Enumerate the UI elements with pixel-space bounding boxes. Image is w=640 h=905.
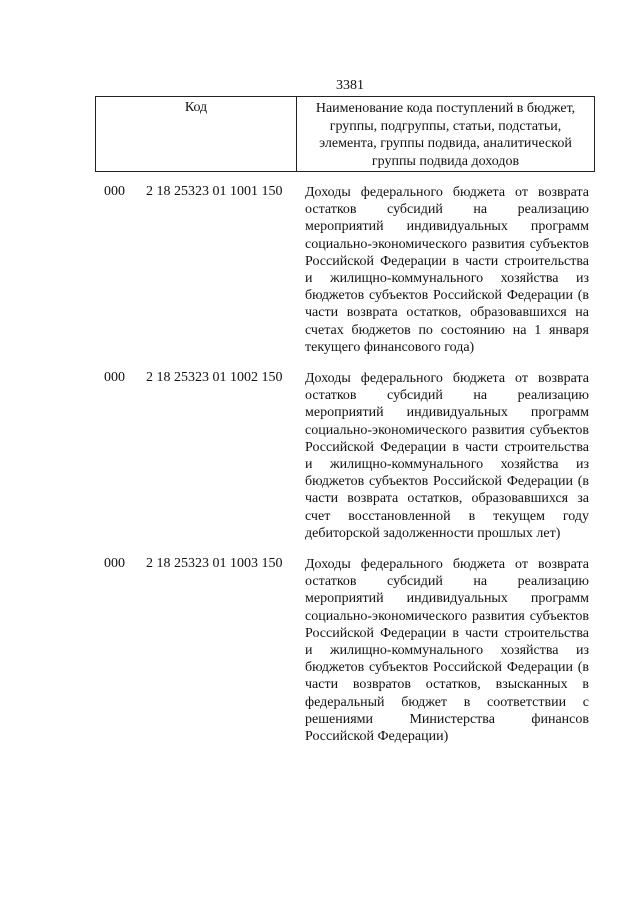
entry-revenue-code: 2 18 25323 01 1001 150 xyxy=(146,184,283,199)
entry-admin-code: 000 xyxy=(104,184,125,199)
entry-description: Доходы федерального бюджета от возврата остатков субсидий на реализацию мероприятий индивидуальных программ социально-экономического развития субъектов Российской Федерации в части строительства и жилищно-коммунального хозяйства из бюджетов субъектов Российской Федерации (в части возвратов остатков, взысканных в федеральный бюджет в соответствии с решениями Министерства финансов Российской Федерации) xyxy=(305,557,589,745)
entry-revenue-code: 2 18 25323 01 1002 150 xyxy=(146,370,283,385)
entry-admin-code: 000 xyxy=(104,556,125,571)
entry-row xyxy=(0,556,640,745)
entry-description: Доходы федерального бюджета от возврата остатков субсидий на реализацию мероприятий индивидуальных программ социально-экономического развития субъектов Российской Федерации в части строительства и жилищно-коммунального хозяйства из бюджетов субъектов Российской Федерации (в части возврата остатков, образовавшихся за счет восстановленной в текущем году дебиторской задолженности прошлых лет) xyxy=(305,371,589,541)
header-code-column: Код xyxy=(96,97,297,171)
entries-list xyxy=(0,184,640,745)
entry-row xyxy=(0,370,640,556)
entry-row xyxy=(0,184,640,370)
entry-description: Доходы федерального бюджета от возврата остатков субсидий на реализацию мероприятий индивидуальных программ социально-экономического развития субъектов Российской Федерации в части строительства и жилищно-коммунального хозяйства из бюджетов субъектов Российской Федерации (в части возврата остатков, образовавшихся на счетах бюджетов по состоянию на 1 января текущего финансового года) xyxy=(305,185,589,355)
page-number: 3381 xyxy=(336,78,364,93)
entry-admin-code: 000 xyxy=(104,370,125,385)
table-header xyxy=(95,96,595,172)
entry-revenue-code: 2 18 25323 01 1003 150 xyxy=(146,556,283,571)
header-name-column: Наименование кода поступлений в бюджет, группы, подгруппы, статьи, подстатьи, элемента, группы подвида, аналитической группы подвида доходов xyxy=(315,101,576,169)
